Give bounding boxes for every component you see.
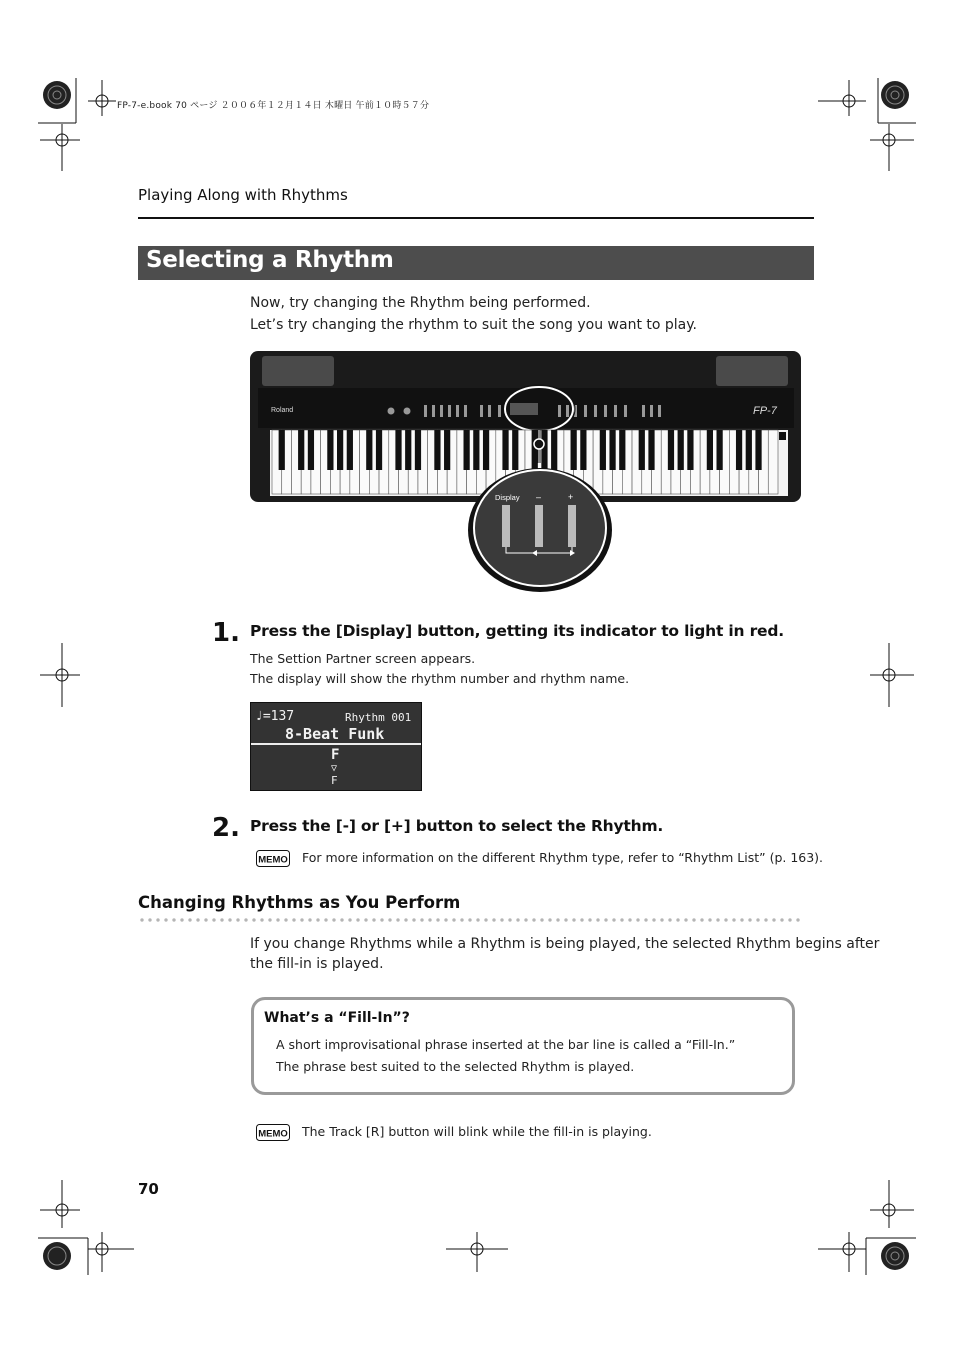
memo-icon <box>256 850 290 867</box>
minus-button <box>535 505 543 547</box>
page-title-bar <box>138 246 814 280</box>
black-key <box>717 430 723 470</box>
lcd-key: F <box>331 747 340 763</box>
step-1-line-2: The display will show the rhythm number and rhythm name. <box>250 671 630 686</box>
black-key <box>639 430 645 470</box>
display-button <box>502 505 510 547</box>
page-number: 70 <box>138 1180 159 1198</box>
zoom-label-minus: – <box>536 492 542 502</box>
memo-icon-label: MEMO <box>258 1128 288 1140</box>
lcd-arrow: ▽ <box>331 763 338 774</box>
section-label: Playing Along with Rhythms <box>138 186 348 204</box>
dotted-divider <box>138 917 804 923</box>
subsection-heading: Changing Rhythms as You Perform <box>138 893 461 912</box>
black-key <box>366 430 372 470</box>
black-key <box>746 430 752 470</box>
black-key <box>502 430 508 470</box>
black-key <box>532 430 538 470</box>
info-box-line-1: A short improvisational phrase inserted at the bar line is called a “Fill-In.” <box>276 1037 736 1052</box>
step-1-title: Press the [Display] button, getting its indicator to light in red. <box>250 622 784 640</box>
black-key <box>483 430 489 470</box>
black-key <box>736 430 742 470</box>
black-key <box>395 430 401 470</box>
black-key <box>327 430 333 470</box>
white-key <box>768 430 778 494</box>
black-key <box>415 430 421 470</box>
step-1-number: 1. <box>212 618 240 648</box>
intro-line-1: Now, try changing the Rhythm being performed. <box>250 295 591 311</box>
step-2-title: Press the [-] or [+] button to select the Rhythm. <box>250 817 664 835</box>
zoom-label-plus: + <box>568 492 574 502</box>
black-key <box>668 430 674 470</box>
model-logo: FP-7 <box>753 405 777 417</box>
black-key <box>571 430 577 470</box>
memo-icon-label: MEMO <box>258 854 288 866</box>
brand-logo: Roland <box>271 407 294 414</box>
intro-line-2: Let’s try changing the rhythm to suit the song you want to play. <box>250 317 697 333</box>
plus-button <box>568 505 576 547</box>
black-key <box>434 430 440 470</box>
black-key <box>687 430 693 470</box>
black-key <box>376 430 382 470</box>
subsection-line-2: the fill-in is played. <box>250 956 384 972</box>
memo-1-text: For more information on the different Rhythm type, refer to “Rhythm List” (p. 163). <box>302 850 824 865</box>
black-key <box>755 430 761 470</box>
black-key <box>541 430 547 470</box>
black-key <box>405 430 411 470</box>
lcd-rhythm-label: Rhythm 001 <box>345 711 412 724</box>
black-key <box>464 430 470 470</box>
black-key <box>473 430 479 470</box>
black-key <box>600 430 606 470</box>
step-1-line-1: The Settion Partner screen appears. <box>250 651 476 666</box>
black-key <box>444 430 450 470</box>
starburst-mark-tr <box>881 81 909 109</box>
header-rule <box>138 217 814 219</box>
lcd-tempo: ♩=137 <box>255 709 295 724</box>
info-box-title: What’s a “Fill-In”? <box>264 1010 410 1026</box>
step-2-number: 2. <box>212 813 240 843</box>
starburst-mark-br <box>881 1242 909 1270</box>
black-key <box>347 430 353 470</box>
black-key <box>279 430 285 470</box>
starburst-mark-bl <box>43 1242 71 1270</box>
black-key <box>308 430 314 470</box>
black-key <box>551 430 557 470</box>
black-key <box>512 430 518 470</box>
zoom-callout <box>468 468 612 592</box>
black-key <box>337 430 343 470</box>
info-box-line-2: The phrase best suited to the selected Rhythm is played. <box>276 1059 635 1074</box>
black-key <box>580 430 586 470</box>
lcd-rhythm-name: 8-Beat Funk <box>285 725 385 743</box>
black-key <box>619 430 625 470</box>
subsection-line-1: If you change Rhythms while a Rhythm is being played, the selected Rhythm begins after <box>250 936 880 952</box>
black-key <box>678 430 684 470</box>
lcd-screen <box>250 702 422 791</box>
page-title: Selecting a Rhythm <box>146 247 394 273</box>
black-key <box>609 430 615 470</box>
memo-2-text: The Track [R] button will blink while the fill-in is playing. <box>302 1124 652 1139</box>
zoom-label-display: Display <box>495 493 520 502</box>
starburst-mark-tl <box>43 81 71 109</box>
print-header: FP-7-e.book 70 ページ ２００６年１２月１４日 木曜日 午前１０時５７分 <box>117 101 430 111</box>
lcd-key-2: F <box>331 774 338 787</box>
black-key <box>298 430 304 470</box>
memo-icon <box>256 1124 290 1141</box>
black-key <box>707 430 713 470</box>
piano-illustration <box>248 348 804 594</box>
black-key <box>648 430 654 470</box>
